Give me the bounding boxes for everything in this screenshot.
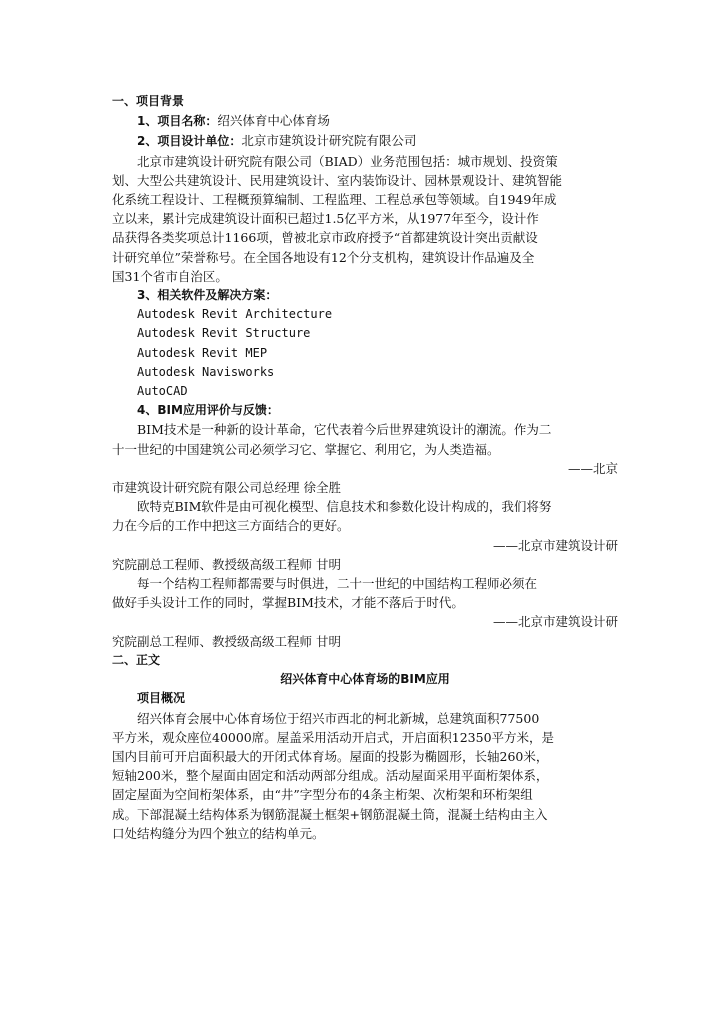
company-intro-paragraph <box>112 152 618 286</box>
software-item: Autodesk Revit Structure <box>137 326 311 341</box>
design-unit-value: 北京市建筑设计研究院有限公司 <box>241 133 417 149</box>
software-item: AutoCAD <box>137 384 188 399</box>
intro-line: 北京市建筑设计研究院有限公司（BIAD）业务范围包括：城市规划、投资策 <box>137 153 558 169</box>
document-body <box>112 92 618 843</box>
overview-line: 平方米，观众座位40000席。屋盖采用活动开启式，开启面积12350平方米，是 <box>112 729 555 745</box>
overview-heading: 项目概况 <box>137 691 186 706</box>
quote-2 <box>112 497 618 574</box>
intro-line: 化系统工程设计、工程概预算编制、工程监理、工程总承包等领域。自1949年成 <box>112 192 557 208</box>
quote-attribution: ——北京 <box>567 460 618 476</box>
overview-line: 绍兴体育会展中心体育场位于绍兴市西北的柯北新城，总建筑面积77500 <box>137 710 540 726</box>
quote-line: 欧特克BIM软件是由可视化模型、信息技术和参数化设计构成的，我们将努 <box>137 499 552 515</box>
overview-line: 国内目前可开启面积最大的开闭式体育场。屋面的投影为椭圆形，长轴260米， <box>112 748 549 764</box>
feedback-heading: 4、BIM应用评价与反馈： <box>137 403 279 418</box>
quote-line: 做好手头设计工作的同时，掌握BIM技术，才能不落后于时代。 <box>112 595 464 611</box>
quote-attribution: ——北京市建筑设计研 <box>492 537 618 553</box>
design-unit-label: 2、项目设计单位： <box>137 134 242 149</box>
quote-line: BIM技术是一种新的设计革命，它代表着今后世界建筑设计的潮流。作为二 <box>137 422 552 438</box>
overview-line: 短轴200米，整个屋面由固定和活动两部分组成。活动屋面采用平面桁架体系， <box>112 768 549 784</box>
project-name-value: 绍兴体育中心体育场 <box>217 113 330 129</box>
section-heading-background: 一、项目背景 <box>112 94 185 108</box>
article-title: 绍兴体育中心体育场的BIM应用 <box>280 672 450 687</box>
quote-line: 每一个结构工程师都需要与时俱进，二十一世纪的中国结构工程师必须在 <box>137 576 538 592</box>
design-unit-line <box>112 131 618 151</box>
project-name-line <box>112 111 618 131</box>
software-list <box>112 305 618 401</box>
section-heading-main: 二、正文 <box>112 652 161 667</box>
intro-line: 立以来，累计完成建筑设计面积已超过1.5亿平方米，从1977年至今，设计作 <box>112 211 539 227</box>
quote-attribution-continued: 市建筑设计研究院有限公司总经理 徐全胜 <box>112 480 341 496</box>
overview-paragraph <box>112 709 618 843</box>
quote-line: 力在今后的工作中把这三方面结合的更好。 <box>112 518 350 534</box>
intro-line: 品获得各类奖项总计1166项，曾被北京市政府授予“首都建筑设计突出贡献设 <box>112 230 538 246</box>
intro-line: 划、大型公共建筑设计、民用建筑设计、室内装饰设计、园林景观设计、建筑智能 <box>112 172 563 188</box>
quote-attribution-continued: 究院副总工程师、教授级高级工程师 甘明 <box>112 556 341 572</box>
quote-line: 十一世纪的中国建筑公司必须学习它、掌握它、利用它，为人类造福。 <box>112 441 500 457</box>
software-item: Autodesk Revit Architecture <box>137 307 333 322</box>
intro-line: 计研究单位”荣誉称号。在全国各地设有12个分支机构，建筑设计作品遍及全 <box>112 249 535 265</box>
software-item: Autodesk Navisworks <box>137 364 275 379</box>
overview-line: 口处结构缝分为四个独立的结构单元。 <box>112 825 325 841</box>
software-item: Autodesk Revit MEP <box>137 345 268 360</box>
quote-1 <box>112 420 618 497</box>
software-heading: 3、相关软件及解决方案： <box>137 288 278 303</box>
intro-line: 国31个省市自治区。 <box>112 268 228 284</box>
project-name-label: 1、项目名称： <box>137 114 218 129</box>
quote-attribution: ——北京市建筑设计研 <box>492 614 618 630</box>
overview-line: 成。下部混凝土结构体系为钢筋混凝土框架+钢筋混凝土筒，混凝土结构由主入 <box>112 806 548 822</box>
quote-attribution-continued: 究院副总工程师、教授级高级工程师 甘明 <box>112 633 341 649</box>
overview-line: 固定屋面为空间桁架体系，由“井”字型分布的4条主桁架、次桁架和环桁架组 <box>112 787 533 803</box>
quote-3 <box>112 574 618 651</box>
